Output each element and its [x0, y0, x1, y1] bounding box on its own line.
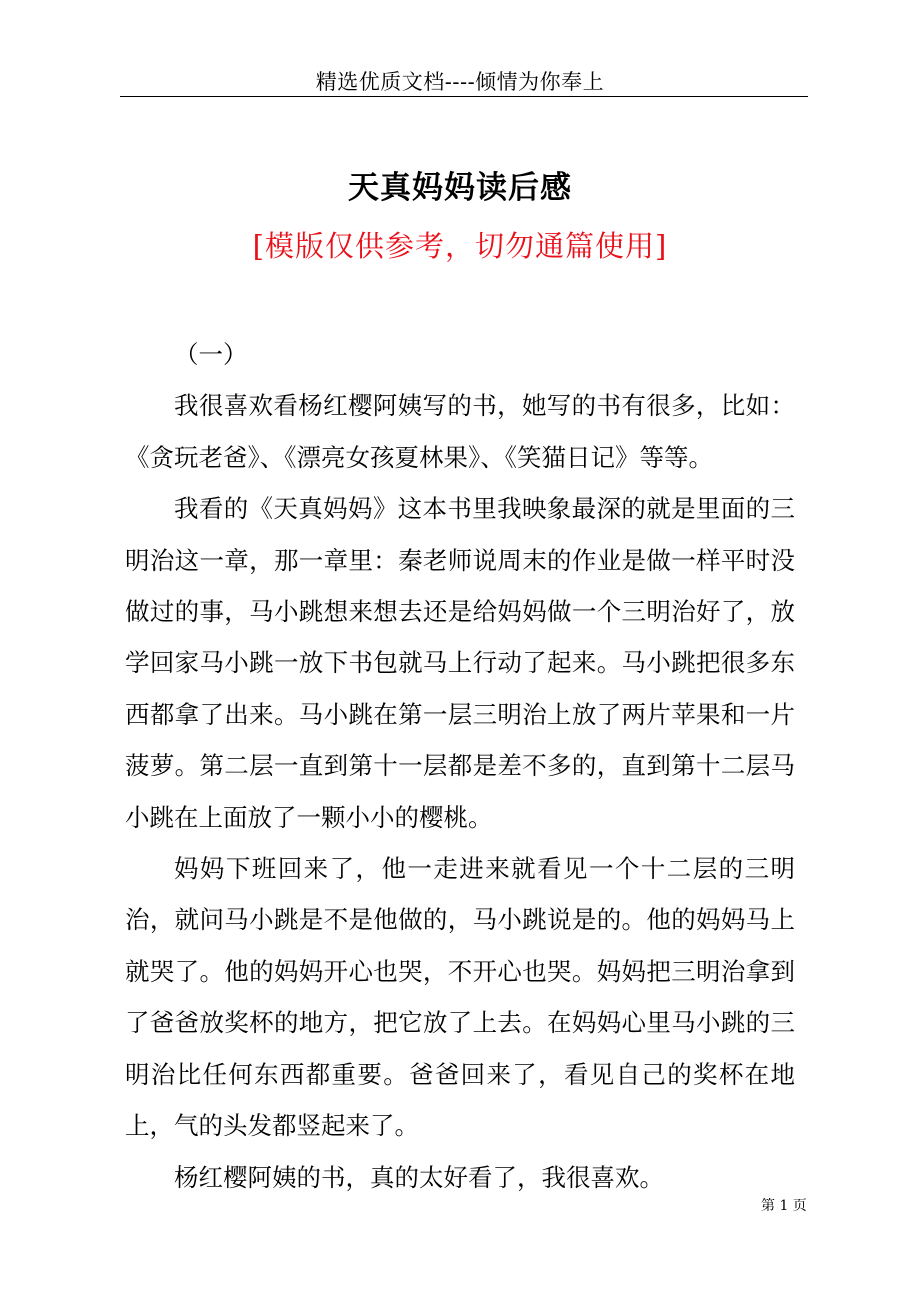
document-body [125, 329, 795, 1203]
header-divider [120, 96, 808, 97]
paragraph-1: 我很喜欢看杨红樱阿姨写的书，她写的书有很多，比如：《贪玩老爸》、《漂亮女孩夏林果》、《笑猫日记》等等。 [125, 391, 795, 472]
paragraph-2: 我看的《天真妈妈》这本书里我映象最深的就是里面的三明治这一章，那一章里：秦老师说周末的作业是做一样平时没做过的事，马小跳想来想去还是给妈妈做一个三明治好了，放学回家马小跳一放下书包就马上行动了起来。马小跳把很多东西都拿了出来。马小跳在第一层三明治上放了两片苹果和一片菠萝。第二层一直到第十一层都是差不多的，直到第十二层马小跳在上面放了一颗小小的樱桃。 [125, 494, 795, 832]
document-title: 天真妈妈读后感 [348, 170, 572, 206]
template-notice: [模版仅供参考，切勿通篇使用] [252, 229, 668, 263]
page-header: 精选优质文档----倾情为你奉上 [315, 70, 605, 94]
section-marker: （一） [174, 340, 248, 369]
paragraph-4: 杨红樱阿姨的书，真的太好看了，我很喜欢。 [174, 1162, 664, 1192]
page-number: 第 1 页 [761, 1198, 807, 1214]
paragraph-3: 妈妈下班回来了，他一走进来就看见一个十二层的三明治，就问马小跳是不是他做的，马小跳说是的。他的妈妈马上就哭了。他的妈妈开心也哭，不开心也哭。妈妈把三明治拿到了爸爸放奖杯的地方，把它放了上去。在妈妈心里马小跳的三明治比任何东西都重要。爸爸回来了，看见自己的奖杯在地上，气的头发都竖起来了。 [125, 854, 795, 1141]
